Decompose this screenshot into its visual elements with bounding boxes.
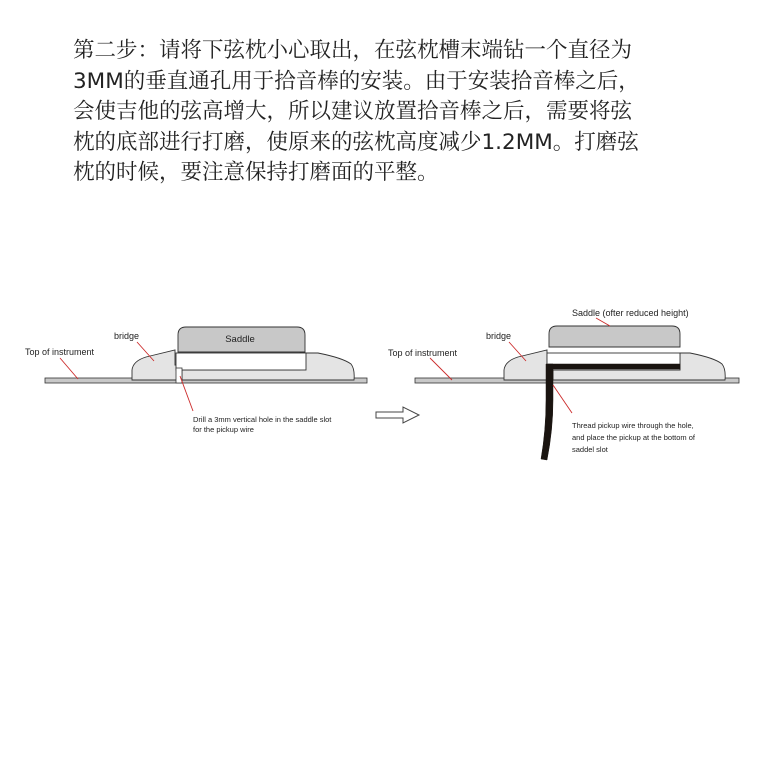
wire-caption-right-3: saddel slot [572, 445, 608, 454]
instruction-line-5: 枕的时候，要注意保持打磨面的平整。 [73, 160, 439, 185]
saddle-label-right: Saddle (ofter reduced height) [572, 308, 689, 318]
drill-caption-left-1: Drill a 3mm vertical hole in the saddle slot [193, 415, 332, 424]
drill-hole-left [176, 368, 182, 383]
saddle-label-left: Saddle [225, 334, 255, 345]
bridge-left [132, 350, 182, 380]
bridge-label-right: bridge [486, 331, 512, 341]
instruction-line-3: 会使吉他的弦高增大，所以建议放置拾音棒之后，需要将弦 [73, 99, 633, 124]
diagram-before [25, 327, 367, 434]
bridge-right [504, 350, 547, 380]
wire-caption-right-1: Thread pickup wire through the hole, [572, 421, 694, 430]
leader-top-right [430, 358, 452, 380]
leader-top-left [60, 358, 78, 379]
pickup-bar [548, 364, 680, 369]
instruction-line-1: 第二步：请将下弦枕小心取出，在弦枕槽末端钻一个直径为 [73, 38, 633, 63]
instruction-line-2: 3MM的垂直通孔用于拾音棒的安装。由于安装拾音棒之后， [73, 68, 640, 94]
drill-caption-left-2: for the pickup wire [193, 425, 254, 434]
top-of-instrument-label-right: Top of instrument [388, 348, 458, 358]
instruction-line-4: 枕的底部进行打磨，使原来的弦枕高度减少1.2MM。打磨弦 [73, 129, 639, 155]
diagram-after [388, 308, 739, 460]
arrow-icon [376, 407, 419, 423]
leader-wire-right [553, 385, 572, 413]
bridge-label-left: bridge [114, 331, 140, 341]
wire-caption-right-2: and place the pickup at the bottom of [572, 433, 695, 442]
top-of-instrument-label-left: Top of instrument [25, 347, 95, 357]
leader-saddle-right [596, 318, 610, 326]
saddle-right [549, 326, 680, 347]
saddle-slot-left [176, 353, 306, 370]
